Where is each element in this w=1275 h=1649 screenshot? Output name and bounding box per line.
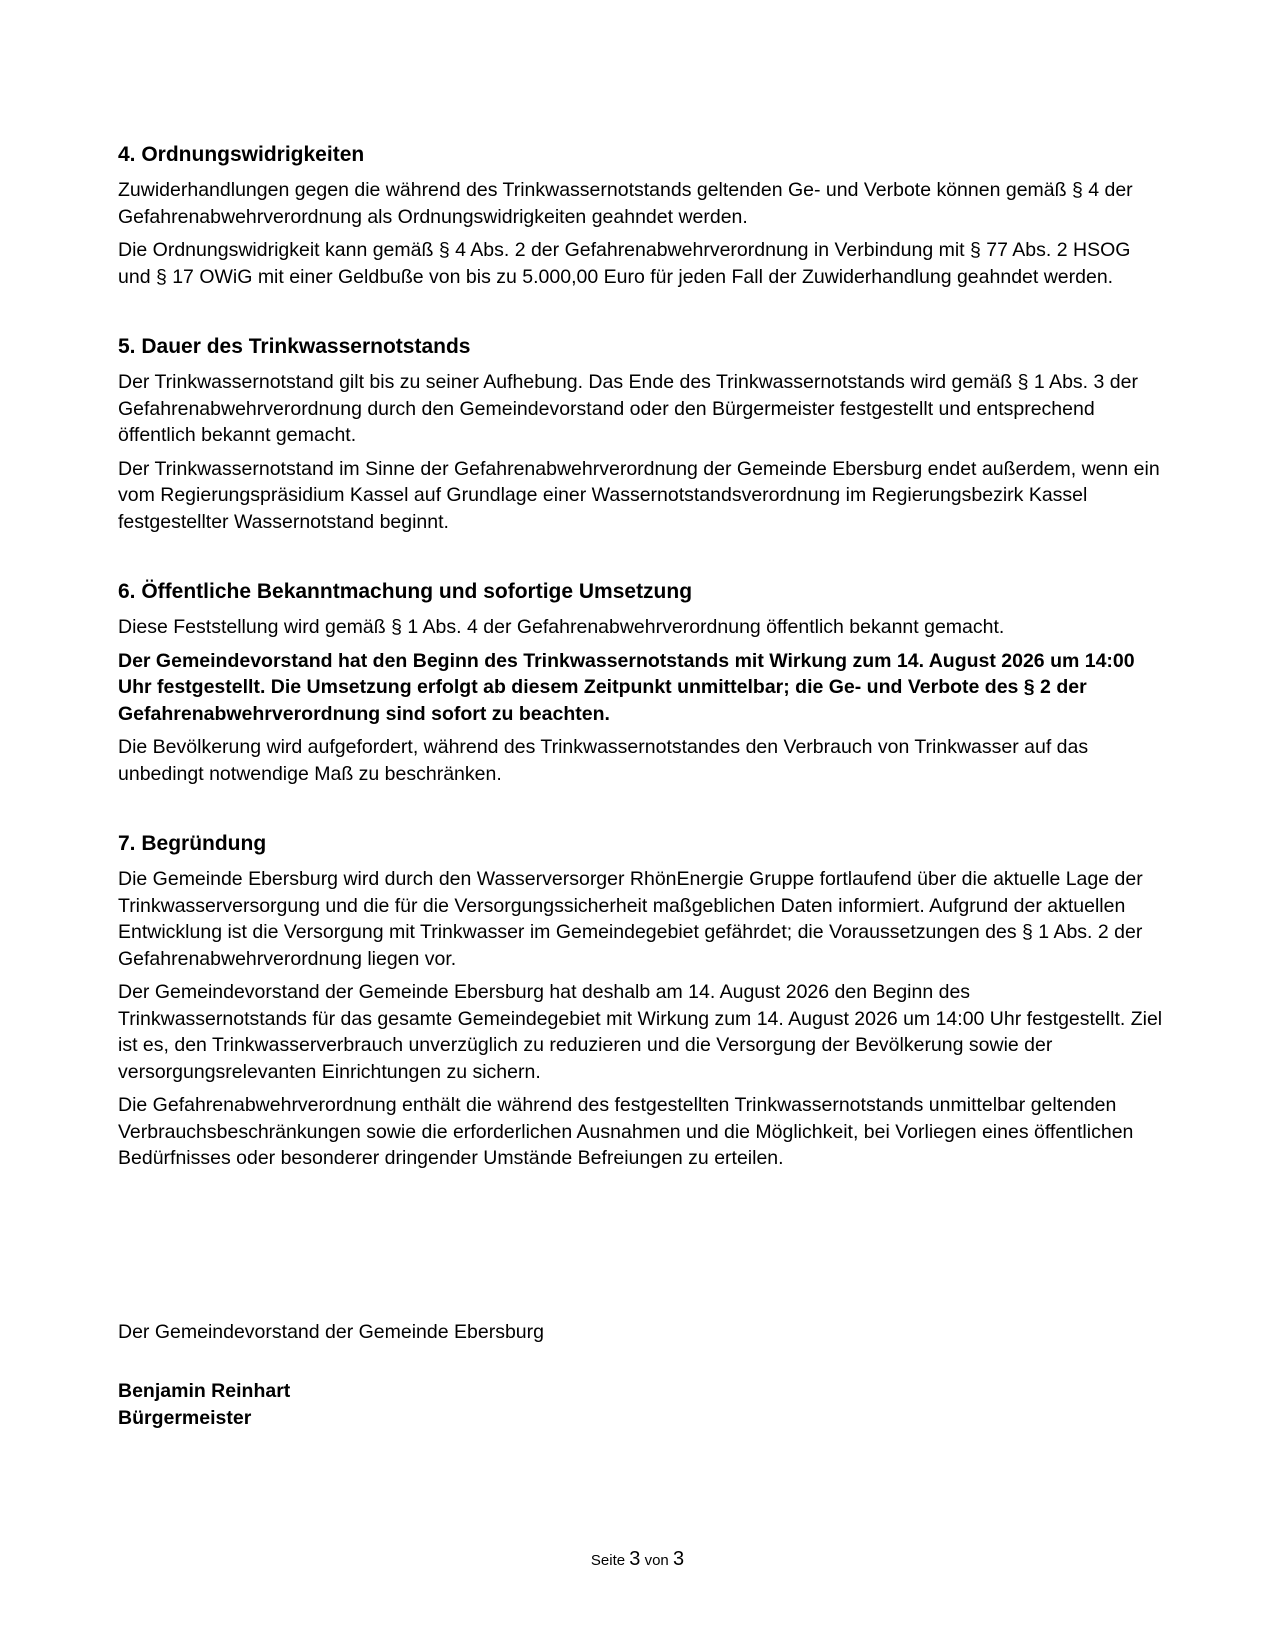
paragraph-emphasis: Der Gemeindevorstand hat den Beginn des Trinkwassernotstands mit Wirkung zum 14. August 2026 um 14:00 Uhr festgestellt. Die Umsetzung erfolgt ab diesem Zeitpunkt unmittelbar; die Ge- und Verbote des § 2 der Gefahrenabwehrverordnung sind sofort zu beachten. [118, 649, 1135, 725]
paragraph: Die Gemeinde Ebersburg wird durch den Wasserversorger RhönEnergie Gruppe fortlaufend über die aktuelle Lage der Trinkwasserversorgung und die für die Versorgungssicherheit maßgeblichen Daten informiert. Aufgrund der aktuellen Entwicklung ist die Versorgung mit Trinkwasser im Gemeindegebiet gefährdet; die Voraussetzungen des § 1 Abs. 2 der Gefahrenabwehrverordnung liegen vor. [118, 868, 1143, 970]
paragraph: Diese Feststellung wird gemäß § 1 Abs. 4 der Gefahrenabwehrverordnung öffentlich bekannt gemacht. [118, 616, 1005, 638]
paragraph: Die Ordnungswidrigkeit kann gemäß § 4 Abs. 2 der Gefahrenabwehrverordnung in Verbindung mit § 77 Abs. 2 HSOG und § 17 OWiG mit einer Geldbuße von bis zu 5.000,00 Euro für jeden Fall der Zuwiderhandlung geahndet werden. [118, 239, 1131, 288]
section-dauer [118, 334, 1163, 535]
document-body [118, 142, 1163, 1216]
section-begruendung [118, 831, 1163, 1172]
signature-block [118, 1378, 290, 1432]
signer-name: Benjamin Reinhart [118, 1380, 291, 1402]
paragraph: Der Trinkwassernotstand gilt bis zu seiner Aufhebung. Das Ende des Trinkwassernotstands wird gemäß § 1 Abs. 3 der Gefahrenabwehrverordnung durch den Gemeindevorstand oder den Bürgermeister festgestellt und entsprechend öffentlich bekannt gemacht. [118, 371, 1138, 446]
page-number: 3 [629, 1548, 641, 1570]
section-ordnungswidrigkeiten [118, 142, 1163, 290]
page-total: 3 [672, 1548, 685, 1570]
paragraph: Zuwiderhandlungen gegen die während des Trinkwassernotstands geltenden Ge- und Verbote können gemäß § 4 der Gefahrenabwehrverordnung als Ordnungswidrigkeiten geahndet werden. [118, 179, 1133, 228]
section-heading: 5. Dauer des Trinkwassernotstands [118, 335, 471, 358]
closing-line: Der Gemeindevorstand der Gemeinde Ebersburg [118, 1321, 544, 1343]
section-heading: 6. Öffentliche Bekanntmachung und sofortige Umsetzung [118, 580, 693, 603]
section-bekanntmachung [118, 579, 1163, 787]
paragraph: Die Gefahrenabwehrverordnung enthält die während des festgestellten Trinkwassernotstands unmittelbar geltenden Verbrauchsbeschränkungen sowie die erforderlichen Ausnahmen und die Möglichkeit, bei Vorliegen eines öffentlichen Bedürfnisses oder besonderer dringender Umstände Befreiungen zu erteilen. [118, 1094, 1134, 1169]
page-of-label: von [644, 1552, 669, 1569]
page-label: Seite [590, 1552, 626, 1569]
paragraph: Der Trinkwassernotstand im Sinne der Gefahrenabwehrverordnung der Gemeinde Ebersburg endet außerdem, wenn ein vom Regierungspräsidium Kassel auf Grundlage einer Wassernotstandsverordnung im Regierungsbezirk Kassel festgestellter Wassernotstand beginnt. [118, 457, 1160, 533]
paragraph: Die Bevölkerung wird aufgefordert, während des Trinkwassernotstandes den Verbrauch von Trinkwasser auf das unbedingt notwendige Maß zu beschränken. [118, 736, 1089, 785]
paragraph: Der Gemeindevorstand der Gemeinde Ebersburg hat deshalb am 14. August 2026 den Beginn des Trinkwassernotstands für das gesamte Gemeindegebiet mit Wirkung zum 14. August 2026 um 14:00 Uhr festgestellt. Ziel ist es, den Trinkwasserverbrauch unverzüglich zu reduzieren und die Versorgung der Bevölkerung sowie der versorgungsrelevanten Einrichtungen zu sichern. [118, 981, 1163, 1083]
section-heading: 4. Ordnungswidrigkeiten [118, 143, 365, 166]
signer-title: Bürgermeister [118, 1407, 252, 1429]
page-footer [0, 1548, 1275, 1571]
section-heading: 7. Begründung [118, 832, 267, 855]
